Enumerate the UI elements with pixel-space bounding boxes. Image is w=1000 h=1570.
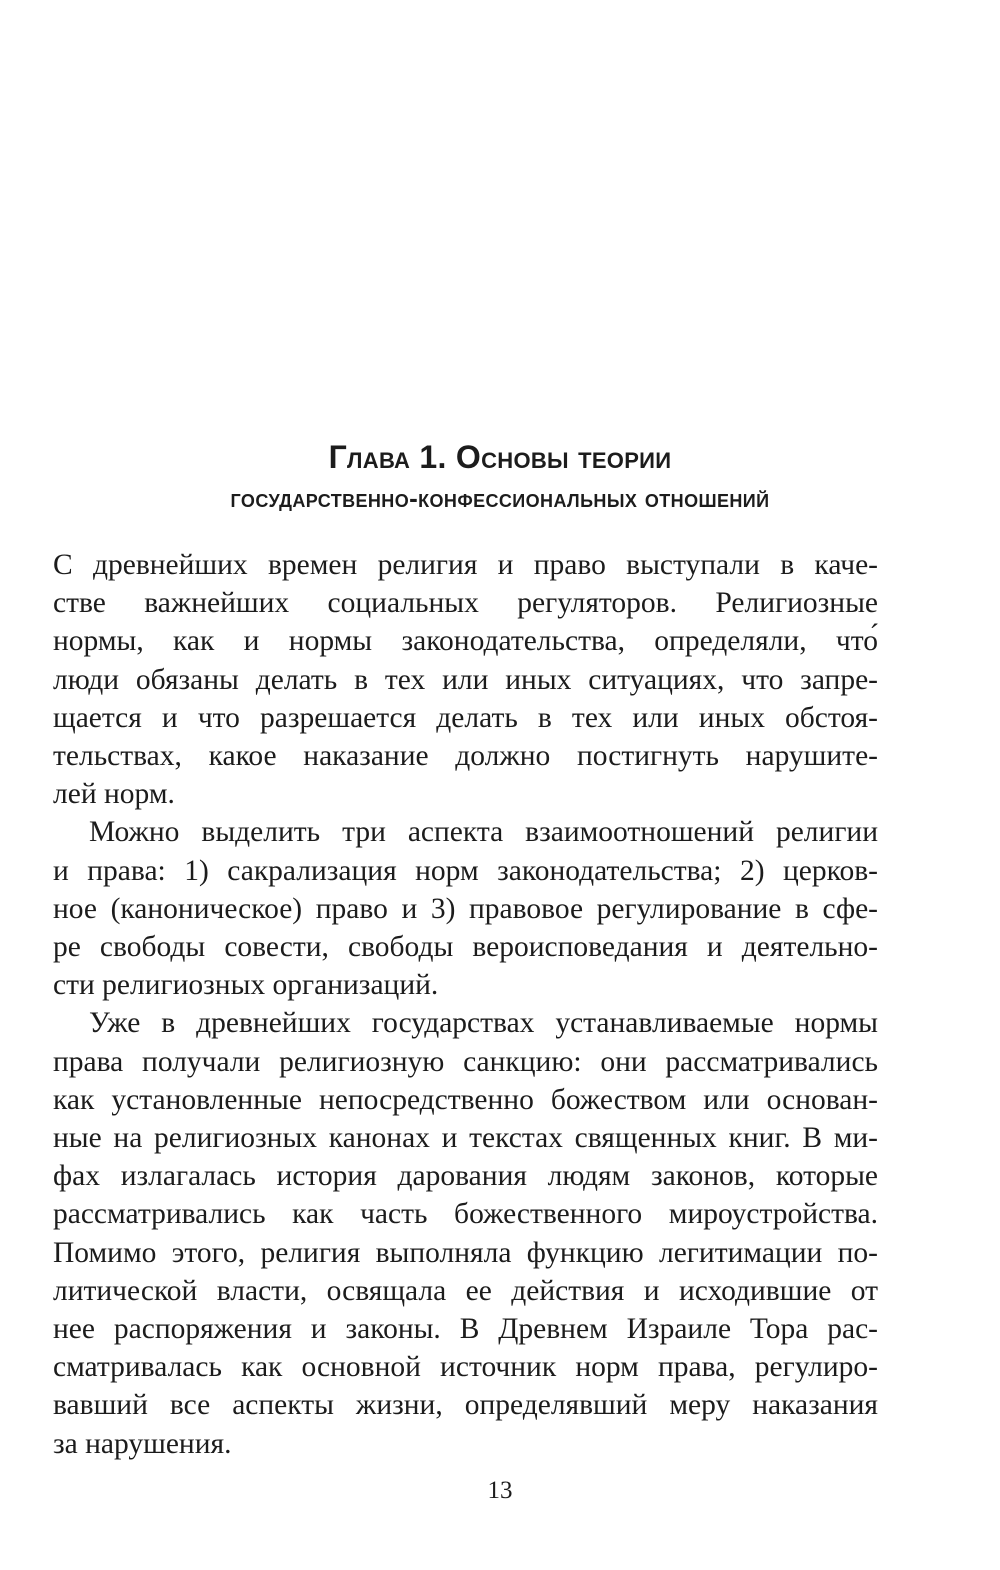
text-line: ное (каноническое) право и 3) правовое регулирование в сфе- [53,892,878,925]
text-line: фах излагалась история дарования людям законов, которые [53,1160,878,1193]
text-line: литической власти, освящала ее действия и исходившие от [53,1274,878,1307]
paragraph-1 [53,546,878,813]
text-line: за нарушения. [53,1427,232,1460]
paragraph-3 [53,1004,878,1462]
text-line: стве важнейших социальных регуляторов. Религиозные [53,587,878,620]
text-line: ные на религиозных канонах и текстах священных книг. В ми- [53,1122,878,1155]
text-line: нормы, как и нормы законодательства, определяли, что́ [53,625,878,658]
text-line: рассматривались как часть божественного мироустройства. [53,1198,878,1231]
text-line: Уже в древнейших государствах устанавливаемые нормы [89,1007,878,1040]
paragraph-2 [53,813,878,1004]
text-line: Можно выделить три аспекта взаимоотношений религии [89,816,878,849]
body-text [53,546,878,1463]
text-line: Помимо этого, религия выполняла функцию легитимации по- [53,1236,878,1269]
text-line: щается и что разрешается делать в тех или иных обстоя- [53,701,878,734]
text-line: нее распоряжения и законы. В Древнем Израиле Тора рас- [53,1313,878,1346]
text-line: лей норм. [53,778,175,811]
text-line: вавший все аспекты жизни, определявший меру наказания [53,1389,878,1422]
text-line: и права: 1) сакрализация норм законодательства; 2) церков- [53,854,878,887]
text-line: ре свободы совести, свободы вероисповедания и деятельно- [53,931,878,964]
text-line: люди обязаны делать в тех или иных ситуациях, что запре- [53,663,878,696]
chapter-heading [0,436,1000,518]
text-line: С древнейших времен религия и право выступали в каче- [53,549,878,581]
text-line: права получали религиозную санкцию: они рассматривались [53,1045,878,1078]
chapter-title-line-2: государственно-конфессиональных отношений [230,483,770,513]
text-line: тельствах, какое наказание должно постигнуть нарушите- [53,740,878,773]
chapter-title-line-1: Глава 1. Основы теории [328,439,672,475]
page-number: 13 [487,1477,513,1504]
text-line: как установленные непосредственно божеством или основан- [53,1083,878,1116]
text-line: сти религиозных организаций. [53,969,439,1002]
text-line: сматривалась как основной источник норм права, регулиро- [53,1351,878,1384]
